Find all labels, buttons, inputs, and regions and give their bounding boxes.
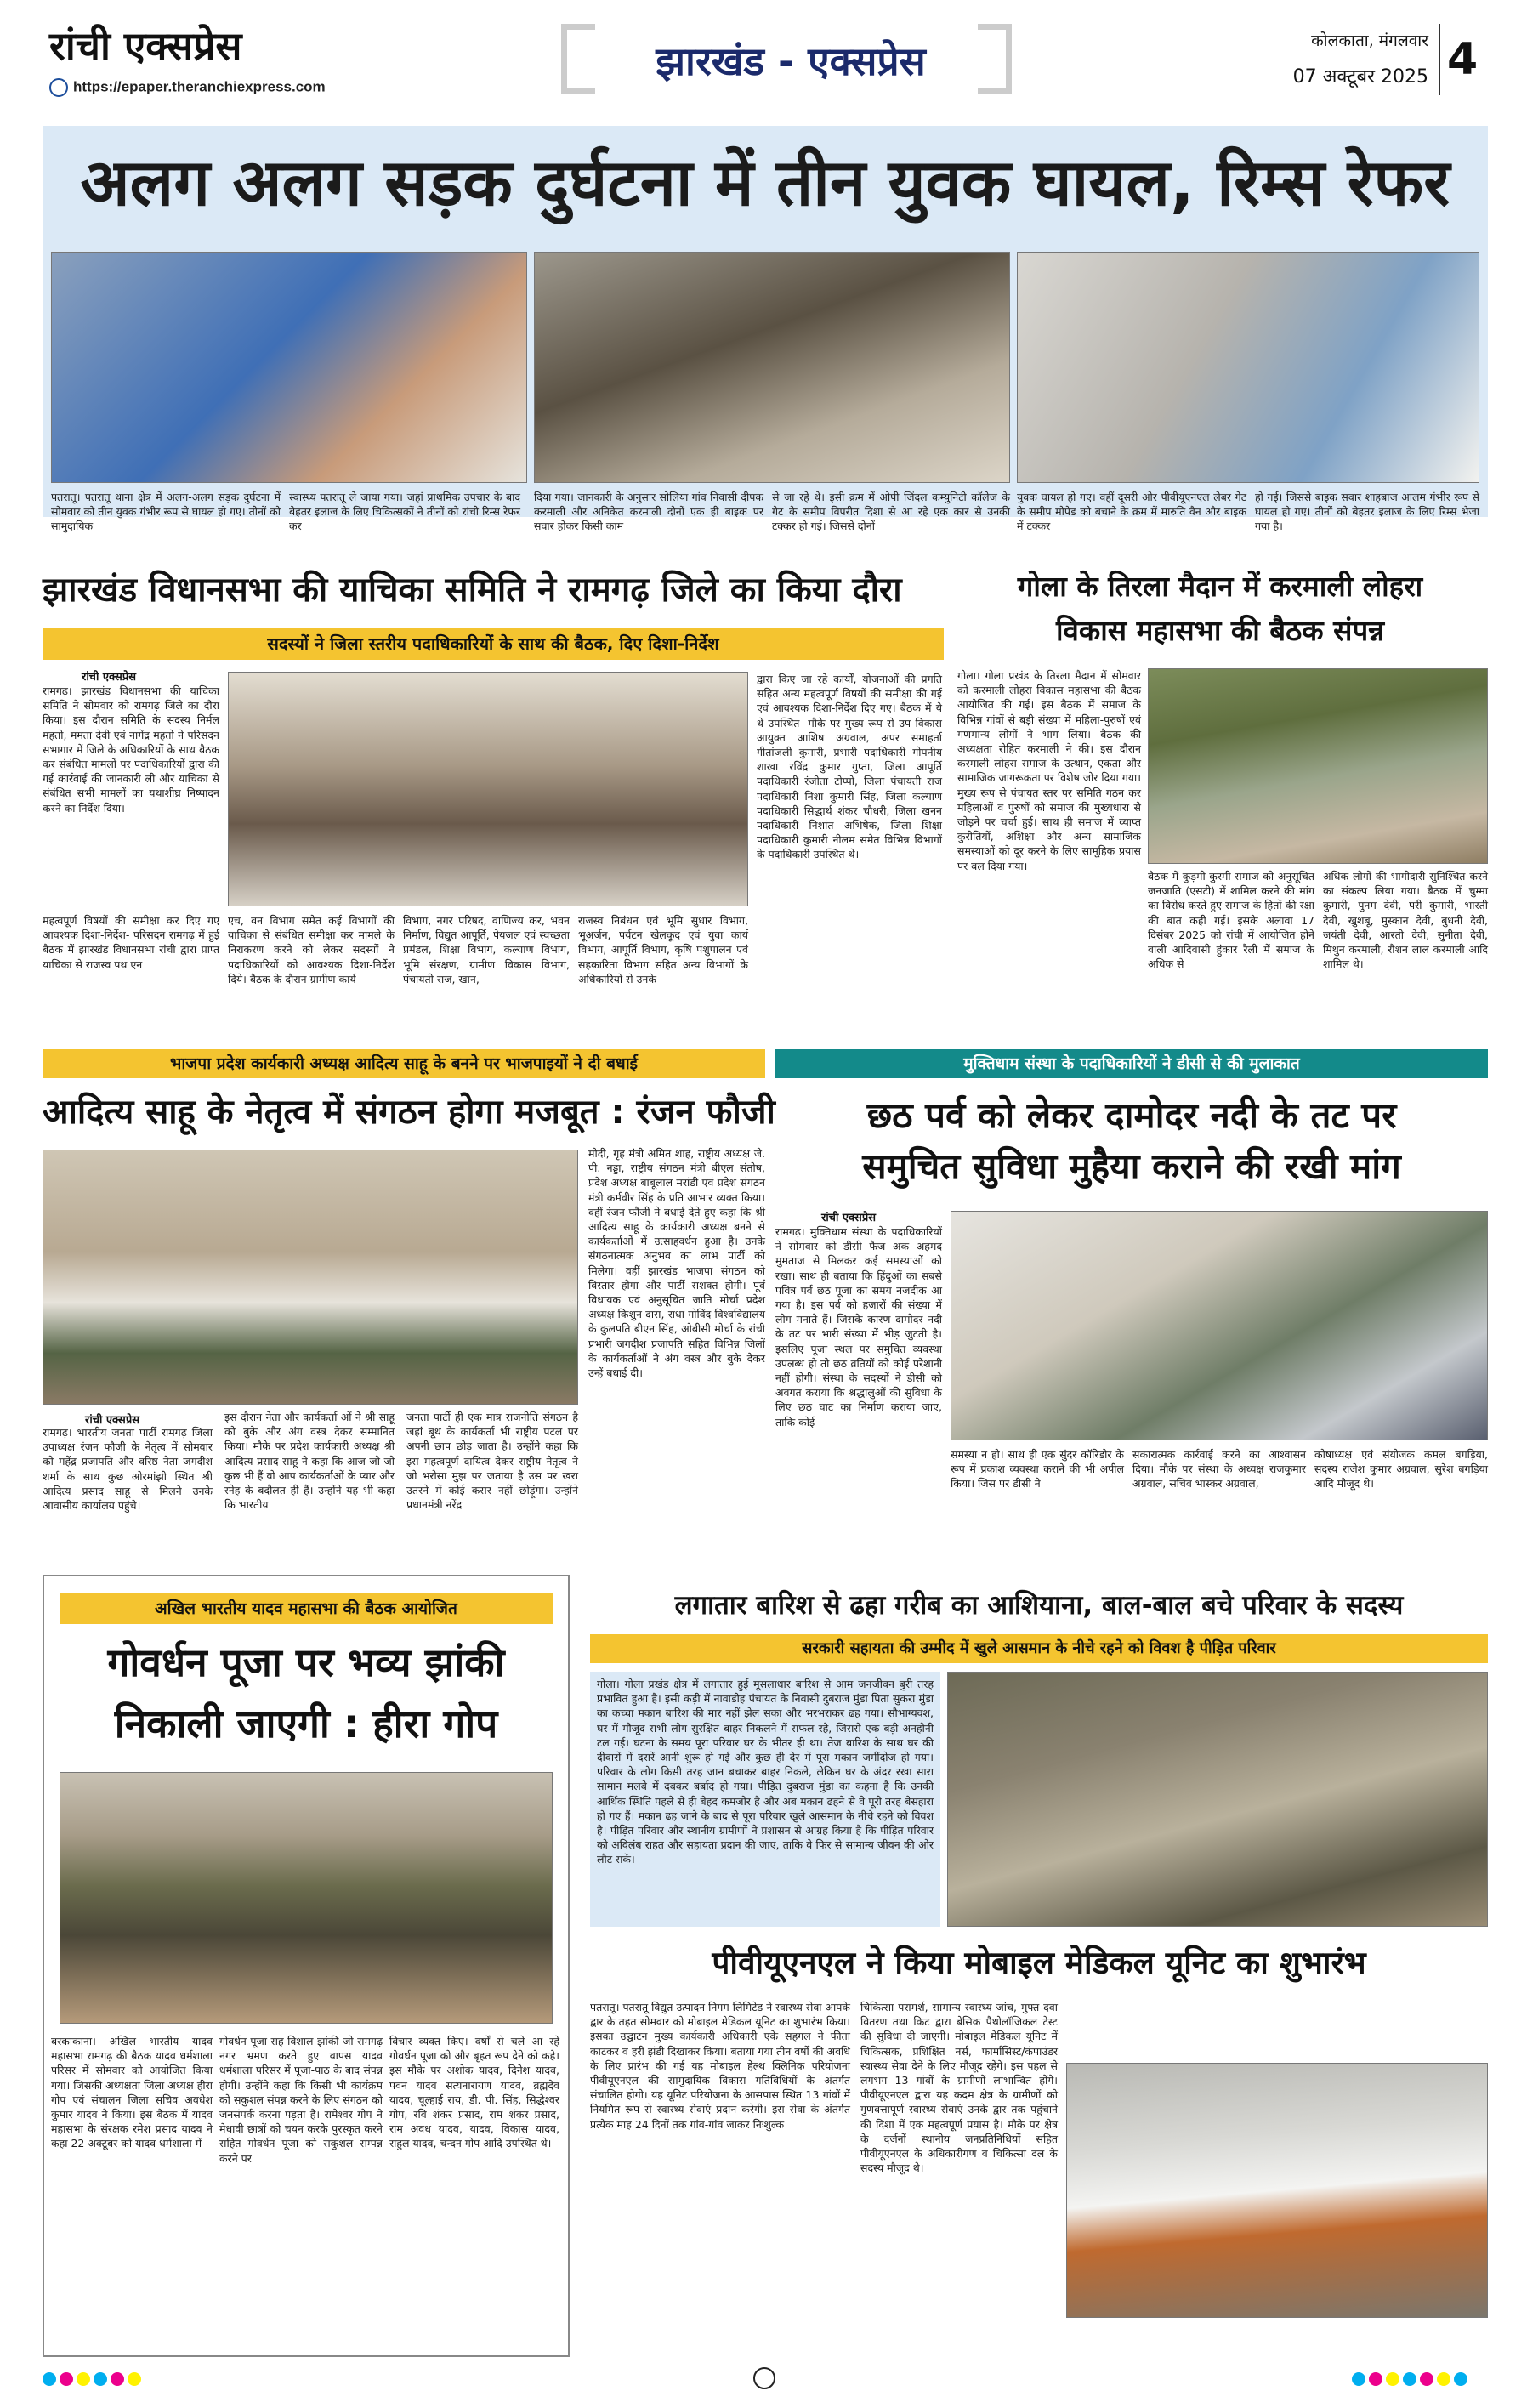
story-karmali-col-2: बैठक में कुड़मी-कुरमी समाज को अनुसूचित जनजाति (एसटी) में शामिल करने की मांग का विरोध करते हुए समाज के हितों की रक्षा की बात कही गई। इसके अलावा 17 दिसंबर 2025 को रांची में आयोजित होने वाली आदिवासी हुंकार रैली में समाज के अधिक से xyxy=(1148,870,1314,971)
story-yadav-strap: अखिल भारतीय यादव महासभा की बैठक आयोजित xyxy=(60,1593,553,1624)
story-assembly-col-1: रामगढ़। झारखंड विधानसभा की याचिका समिति ने सोमवार को रामगढ़ जिले का दौरा किया। इस दौरान समिति के सदस्य निर्मल महतो, ममता देवी एवं नागेंद्र महतो ने परिसदन सभागार में जिले के अधिकारियों के साथ बैठक कर संबंधित मामलों पर पदाधिकारियों द्वारा की गई कार्रवाई की जानकारी ली और याचिका से संबंधित सभी मामलों का यथाशीघ्र निष्पादन करने का निर्देश दिया। xyxy=(43,684,219,815)
accident-photo-1 xyxy=(51,252,527,483)
story-medical-col-1: पतरातू। पतरातू विद्युत उत्पादन निगम लिमिटेड ने स्वास्थ्य सेवा आपके द्वार के तहत सोमवार को मोबाइल मेडिकल यूनिट का शुभारंभ किया। इसका उद्घाटन मुख्य कार्यकारी अधिकारी एके सहगल ने फीता काटकर व हरी झंडी दिखाकर किया। बताया गया तीन वर्षों की अवधि के लिए प्रारंभ की गई यह मोबाइल हेल्थ क्लिनिक परियोजना पीवीयूएनएल की सामुदायिक विकास गतिविधियों के अंतर्गत संचालित होगी। यह यूनिट परियोजना के आसपास स्थित 13 गांवों में नियमित रूप से स्वास्थ्य सेवाएं प्रदान करेगी। इस सेवा के अंतर्गत प्रत्येक माह 24 दिनों तक गांव-गांव जाकर निःशुल्क xyxy=(590,2001,850,2131)
globe-icon xyxy=(49,78,68,97)
story-chhath-headline-1: छठ पर्व को लेकर दामोदर नदी के तट पर xyxy=(866,1094,1397,1136)
page-number-divider xyxy=(1439,24,1440,95)
dateline-date: 07 अक्टूबर 2025 xyxy=(1292,66,1428,88)
story-bjp-col-3: जनता पार्टी ही एक मात्र राजनीति संगठन है जहां बूथ के कार्यकर्ता भी राष्ट्रीय पटल पर अपनी छाप छोड़ जाता है। उन्होंने कहा कि इस महत्वपूर्ण दायित्व देकर राष्ट्रीय नेतृत्व ने जो भरोसा मुझ पर जताया है उस पर खरा उतरने में कोई कसर नहीं छोड़ूंगा। उन्होंने प्रधानमंत्री नरेंद्र xyxy=(406,1411,578,1512)
story-house-strap: सरकारी सहायता की उम्मीद में खुले आसमान के नीचे रहने को विवश है पीड़ित परिवार xyxy=(590,1634,1488,1663)
story-bjp-strap: भाजपा प्रदेश कार्यकारी अध्यक्ष आदित्य साहू के बनने पर भाजपाइयों ने दी बधाई xyxy=(43,1049,765,1078)
story-bjp-col-1: रामगढ़। भारतीय जनता पार्टी रामगढ़ जिला उपाध्यक्ष रंजन फौजी के नेतृत्व में सोमवार को महेंद्र प्रजापति और वरिष्ठ नेता जगदीश शर्मा के साथ कुछ ओरमांझी स्थित श्री आदित्य प्रसाद साहू से मिलने उनके आवासीय कार्यालय पहुंचे। xyxy=(43,1426,213,1513)
story-assembly-byline: रांची एक्सप्रेस xyxy=(82,671,137,684)
story-accident-col-5: युवक घायल हो गए। वहीं दूसरी ओर पीवीयूएनएल लेबर गेट के समीप मोपेड को बचाने के क्रम में मारुति वैन और बाइक में टक्कर xyxy=(1017,491,1246,533)
story-assembly-col-2: एच, वन विभाग समेत कई विभागों की याचिका से संबंधित समीक्षा कर मामले के निराकरण करने को लेकर सदस्यों ने पदाधिकारियों को आवश्यक दिशा-निर्देश दिये। बैठक के दौरान ग्रामीण कार्य xyxy=(228,914,395,985)
story-accident-col-6: हो गई। जिससे बाइक सवार शाहबाज आलम गंभीर रूप से घायल हो गए। तीनों को बेहतर इलाज के लिए रिम्स भेजा गया है। xyxy=(1255,491,1479,533)
dateline-city-day: कोलकाता, मंगलवार xyxy=(1311,31,1428,50)
story-bjp-col-2: इस दौरान नेता और कार्यकर्ता ओं ने श्री साहू को बुके और अंग वस्त्र देकर सम्मानित किया। मौके पर प्रदेश कार्यकारी अध्यक्ष श्री आदित्य प्रसाद साहू ने कहा कि आज जो जो कुछ भी हैं वो आप कार्यकर्ताओं के प्यार और स्नेह के बदौलत ही हैं। उन्होंने यह भी कहा कि भारतीय xyxy=(224,1411,395,1512)
story-assembly-col-1b: महत्वपूर्ण विषयों की समीक्षा कर दिए गए आवश्यक दिशा-निर्देश- परिसदन रामगढ़ में हुई बैठक में झारखंड विधानसभा रांची द्वारा प्राप्त याचिका से राजस्व पथ एन xyxy=(43,914,219,971)
logo[interactable]: रांची एक्सप्रेस xyxy=(49,23,242,69)
story-chhath-byline: रांची एक्सप्रेस xyxy=(821,1212,877,1224)
epaper-url[interactable]: https://epaper.theranchiexpress.com xyxy=(49,78,326,97)
story-yadav-col-3: विचार व्यक्त किए। वर्षों से चले आ रहे गोवर्धन पूजा को और बृहत रूप देने को कहे। इस मौके पर अशोक यादव, दिनेश यादव, पवन यादव सत्यनारायण यादव, ब्रह्मदेव यादव, चूल्हाई राय, डी. पी. सिंह, सिद्धेश्वर गोप, रवि शंकर प्रसाद, राम शंकर प्रसाद, राम अवध यादव, यादव, विकास यादव, राहुल यादव, चन्दन गोप आदि उपस्थित थे। xyxy=(389,2035,559,2150)
assembly-meeting-photo xyxy=(228,672,748,906)
karmali-meeting-photo xyxy=(1148,668,1488,864)
story-accident-headline: अलग अलग सड़क दुर्घटना में तीन युवक घायल, रिम्स रेफर xyxy=(80,145,1450,220)
story-karmali-col-3: अधिक लोगों की भागीदारी सुनिश्चित करने का संकल्प लिया गया। बैठक में चुम्मा कुमारी, पुनम देवी, परी कुमारी, भारती देवी, खुशबू, मुस्कान देवी, बुधनी देवी, जयंती देवी, आरती देवी, सुनीता देवी, मिथुन करमाली, रौशन लाल करमाली आदि शामिल थे। xyxy=(1323,870,1488,971)
accident-photo-2 xyxy=(534,252,1010,483)
story-accident-col-2: स्वास्थ्य पतरातू ले जाया गया। जहां प्राथमिक उपचार के बाद बेहतर इलाज के लिए चिकित्सकों ने तीनों को रांची रिम्स रेफर कर xyxy=(289,491,520,533)
story-assembly-headline: झारखंड विधानसभा की याचिका समिति ने रामगढ़ जिले का किया दौरा xyxy=(43,571,902,610)
story-accident-col-1: पतरातू। पतरातू थाना क्षेत्र में अलग-अलग सड़क दुर्घटना में सोमवार को तीन युवक गंभीर रूप से घायल हो गए। तीनों को सामुदायिक xyxy=(51,491,281,533)
accident-photo-3 xyxy=(1017,252,1479,483)
chhath-dc-meeting-photo xyxy=(951,1211,1488,1440)
story-accident-col-4: से जा रहे थे। इसी क्रम में ओपी जिंदल कम्युनिटी कॉलेज के गेट के समीप विपरीत दिशा से आ रहे एक कार से उनकी टक्कर हो गई। जिससे दोनों xyxy=(772,491,1010,533)
story-bjp-byline: रांची एक्सप्रेस xyxy=(85,1414,140,1427)
story-karmali-headline-1: गोला के तिरला मैदान में करमाली लोहरा xyxy=(1017,570,1423,603)
story-chhath-col-2: समस्या न हो। साथ ही एक सुंदर कॉरिडोर के रूप में प्रकाश व्यवस्था कराने की भी अपील किया। जिस पर डीसी ने xyxy=(951,1448,1124,1491)
collapsed-house-photo xyxy=(947,1672,1488,1927)
story-assembly-strap: सदस्यों ने जिला स्तरीय पदाधिकारियों के साथ की बैठक, दिए दिशा-निर्देश xyxy=(43,628,944,660)
story-chhath-strap: मुक्तिधाम संस्था के पदाधिकारियों ने डीसी से की मुलाकात xyxy=(775,1049,1488,1078)
story-bjp-right-col: मोदी, गृह मंत्री अमित शाह, राष्ट्रीय अध्यक्ष जे. पी. नड्डा, राष्ट्रीय संगठन मंत्री बीएल संतोष, प्रदेश अध्यक्ष बाबूलाल मरांडी एवं प्रदेश संगठन मंत्री कर्मवीर सिंह के प्रति आभार व्यक्त किया। वहीं रंजन फौजी ने बधाई देते हुए कहा कि श्री आदित्य साहू के कार्यकारी अध्यक्ष बनने से कार्यकर्ताओं में उत्साहवर्धन हुआ है। उनके संगठनात्मक अनुभव का लाभ पार्टी को मिलेगा। वहीं झारखंड भाजपा संगठन को विस्तार होगा और पार्टी सशक्त होगी। पूर्व विधायक एवं अनुसूचित जाति मोर्चा प्रदेश अध्यक्ष किशुन दास, राधा गोविंद विश्वविद्यालय के कुलपति बीएन सिंह, ओबीसी मोर्चा के रांची प्रभारी जगदीश प्रजापति सहित विभिन्न जिलों के कार्यकर्ताओं ने अंग वस्त्र और बुके देकर उन्हें बधाई दी। xyxy=(588,1147,765,1380)
story-bjp-headline: आदित्य साहू के नेतृत्व में संगठन होगा मजबूत : रंजन फौजी xyxy=(43,1093,775,1132)
story-chhath-col-4: कोषाध्यक्ष एवं संयोजक कमल बगड़िया, सदस्य राजेश कुमार अग्रवाल, सुरेश बगड़िया आदि मौजूद थे। xyxy=(1314,1448,1488,1491)
page-number: 4 xyxy=(1447,34,1479,85)
story-house-headline: लगातार बारिश से ढहा गरीब का आशियाना, बाल-बाल बचे परिवार के सदस्य xyxy=(674,1590,1404,1621)
bjp-greeting-photo xyxy=(43,1150,578,1405)
story-house-body: गोला। गोला प्रखंड क्षेत्र में लगातार हुई मूसलाधार बारिश से आम जनजीवन बुरी तरह प्रभावित हुआ है। इसी कड़ी में नावाडीह पंचायत के निवासी दुबराज मुंडा पिता सुकरा मुंडा का कच्चा मकान बारिश की मार नहीं झेल सका और भरभराकर ढह गया। सौभाग्यवश, घर में मौजूद सभी लोग सुरक्षित बाहर निकलने में सफल रहे, जिससे एक बड़ी अनहोनी टल गई। घटना के समय पूरा परिवार घर के भीतर ही था। तेज बारिश के साथ घर की दीवारों में दरारें आनी शुरू हो गई और कुछ ही देर में पूरा मकान जमींदोज हो गया। परिवार के लोग किसी तरह जान बचाकर बाहर निकले, लेकिन घर के अंदर रखा सारा सामान मलबे में दबकर बर्बाद हो गया। पीड़ित दुबराज मुंडा का कहना है कि उनकी आर्थिक स्थिति पहले से ही बेहद कमजोर है और अब मकान ढहने से वे पूरी तरह बेसहारा हो गए हैं। मकान ढह जाने के बाद से पूरा परिवार खुले आसमान के नीचे रहने को विवश है। पीड़ित परिवार और स्थानीय ग्रामीणों ने प्रशासन से आग्रह किया है कि पीड़ित परिवार को अविलंब राहत और सहायता प्रदान की जाए, ताकि वे फिर से सामान्य जीवन की ओर लौट सकें। xyxy=(597,1678,934,1866)
story-chhath-col-1: रामगढ़। मुक्तिधाम संस्था के पदाधिकारियों ने सोमवार को डीसी फैज अक अहमद मुमताज से मिलकर कई समस्याओं को रखा। साथ ही बताया कि हिंदुओं का सबसे पवित्र पर्व छठ पूजा का समय नजदीक आ गया है। इस पर्व को हजारों की संख्या में लोग मनाते हैं। जिसके कारण दामोदर नदी के तट पर भारी संख्या में भीड़ जुटती है। इसलिए पूजा स्थल पर समुचित व्यवस्था उपलब्ध हो तो छठ व्रतियों को कोई परेशानी नहीं होगी। संस्था के सदस्यों ने डीसी को अवगत कराया कि श्रद्धालुओं की सुविधा के लिए छठ घाट का निर्माण कराया जाए, ताकि कोई xyxy=(775,1225,942,1428)
story-assembly-col-3: विभाग, नगर परिषद, वाणिज्य कर, भवन निर्माण, विद्युत आपूर्ति, पेयजल एवं स्वच्छता प्रमंडल, शिक्षा विभाग, कल्याण विभाग, भूमि संरक्षण, ग्रामीण विकास विभाग, पंचायती राज, खान, xyxy=(403,914,570,985)
story-chhath-headline-2: समुचित सुविधा मुहैया कराने की रखी मांग xyxy=(862,1145,1401,1187)
story-yadav-headline-2: निकाली जाएगी : हीरा गोप xyxy=(114,1701,498,1746)
footer-registration-dots-left xyxy=(43,2372,145,2389)
story-yadav-col-2: गोवर्धन पूजा सह विशाल झांकी जो रामगढ़ नगर भ्रमण करते हुए वापस यादव धर्मशाला परिसर में पूजा-पाठ के बाद संपन्न होगी। उन्होंने कहा कि किसी भी कार्यक्रम को सकुशल संपन्न करने के लिए संगठन को जनसंपर्क करना पड़ता है। रामेश्वर गोप ने मेधावी छात्रों को चयन करके पुरस्कृत करने सहित गोवर्धन पूजा को सकुशल सम्पन्न करने पर xyxy=(219,2035,383,2165)
story-karmali-headline-2: विकास महासभा की बैठक संपन्न xyxy=(1055,614,1385,647)
masthead xyxy=(0,0,1527,111)
yadav-meeting-photo xyxy=(60,1772,553,2024)
story-chhath-col-3: सकारात्मक कार्रवाई करने का आश्वासन दिया। मौके पर संस्था के अध्यक्ष राजकुमार अग्रवाल, सचिव भास्कर अग्रवाल, xyxy=(1132,1448,1306,1491)
story-assembly-col-5: द्वारा किए जा रहे कार्यों, योजनाओं की प्रगति सहित अन्य महत्वपूर्ण विषयों की समीक्षा की गई एवं आवश्यक दिशा-निर्देश दिए गए। बैठक में ये थे उपस्थित- मौके पर मुख्य रूप से उप विकास आयुक्त आशिष अग्रवाल, अपर समाहर्ता गीतांजली कुमारी, प्रभारी पदाधिकारी गोपनीय शाखा रविंद्र कुमार गुप्ता, जिला आपूर्ति पदाधिकारी रंजीता टोप्पो, जिला पंचायती राज पदाधिकारी निशा कुमारी सिंह, जिला कल्याण पदाधिकारी सिद्धार्थ शंकर चौधरी, जिला खनन पदाधिकारी निशांत अभिषेक, जिला शिक्षा पदाधिकारी कुमारी नीलम समेत विभिन्न विभागों के पदाधिकारी उपस्थित थे। xyxy=(757,673,942,861)
mobile-medical-unit-photo xyxy=(1066,2063,1488,2318)
footer-crosshair-icon xyxy=(753,2367,775,2389)
story-yadav-headline-1: गोवर्धन पूजा पर भव्य झांकी xyxy=(107,1639,505,1685)
story-assembly-col-4: राजस्व निबंधन एवं भूमि सुधार विभाग, भूअर्जन, पर्यटन खेलकूद एवं युवा कार्य विभाग, आपूर्ति विभाग, कृषि पशुपालन एवं सहकारिता विभाग सहित अन्य विभागों के अधिकारियों से उनके xyxy=(578,914,748,985)
story-medical-col-2: चिकित्सा परामर्श, सामान्य स्वास्थ्य जांच, मुफ्त दवा वितरण तथा किट द्वारा बेसिक पैथोलॉजिकल टेस्ट की सुविधा दी जाएगी। मोबाइल मेडिकल यूनिट में चिकित्सक, प्रशिक्षित नर्स, फार्मासिस्ट/कंपाउंडर स्वास्थ्य सेवा देने के लिए मौजूद रहेंगे। इस पहल से लगभग 13 गांवों के ग्रामीणों लाभान्वित होंगे। पीवीयूएनएल द्वारा यह कदम क्षेत्र के ग्रामीणों को गुणवत्तापूर्ण स्वास्थ्य सेवाएं उनके द्वार तक पहुंचाने की दिशा में एक महत्वपूर्ण प्रयास है। मौके पर क्षेत्र के दर्जनों स्थानीय जनप्रतिनिधियों सहित पीवीयूएनएल के अधिकारीगण व चिकित्सा दल के सदस्य मौजूद थे। xyxy=(860,2001,1058,2175)
story-accident-col-3: दिया गया। जानकारी के अनुसार सोलिया गांव निवासी दीपक करमाली और अनिकेत करमाली दोनों एक ही बाइक पर सवार होकर किसी काम xyxy=(534,491,764,533)
section-bracket-left xyxy=(561,24,595,94)
footer-registration-dots-right xyxy=(1352,2372,1471,2389)
story-karmali-col-1: गोला। गोला प्रखंड के तिरला मैदान में सोमवार को करमाली लोहरा विकास महासभा की बैठक आयोजित की गई। इस बैठक में समाज के विभिन्न गांवों से बड़ी संख्या में महिला-पुरुषों एवं गणमान्य लोगों ने भाग लिया। बैठक की अध्यक्षता रोहित करमाली ने की। इस दौरान करमाली लोहरा समाज के उत्थान, एकता और सामाजिक जागरूकता पर विशेष जोर दिया गया। मुख्य रूप से पंचायत स्तर पर समिति गठन कर महिलाओं व पुरुषों को समाज की मुख्यधारा से जोड़ने पर चर्चा हुई। साथ ही समाज में व्याप्त कुरीतियों, अशिक्षा और अन्य सामाजिक समस्याओं को दूर करने के लिए सामूहिक प्रयास पर बल दिया गया। xyxy=(957,669,1141,872)
section-title: झारखंड - एक्सप्रेस xyxy=(656,38,926,84)
story-yadav-col-1: बरकाकाना। अखिल भारतीय यादव महासभा रामगढ़ की बैठक यादव धर्मशाला परिसर में सोमवार को आयोजित किया गया। जिसकी अध्यक्षता जिला अध्यक्ष हीरा गोप एवं संचालन जिला सचिव अवधेश कुमार यादव ने किया। इस बैठक में यादव महासभा के संरक्षक रमेश प्रसाद यादव ने कहा 22 अक्टूबर को यादव धर्मशाला में xyxy=(51,2035,213,2150)
story-medical-headline: पीवीयूएनएल ने किया मोबाइल मेडिकल यूनिट का शुभारंभ xyxy=(712,1945,1366,1981)
section-bracket-right xyxy=(978,24,1012,94)
